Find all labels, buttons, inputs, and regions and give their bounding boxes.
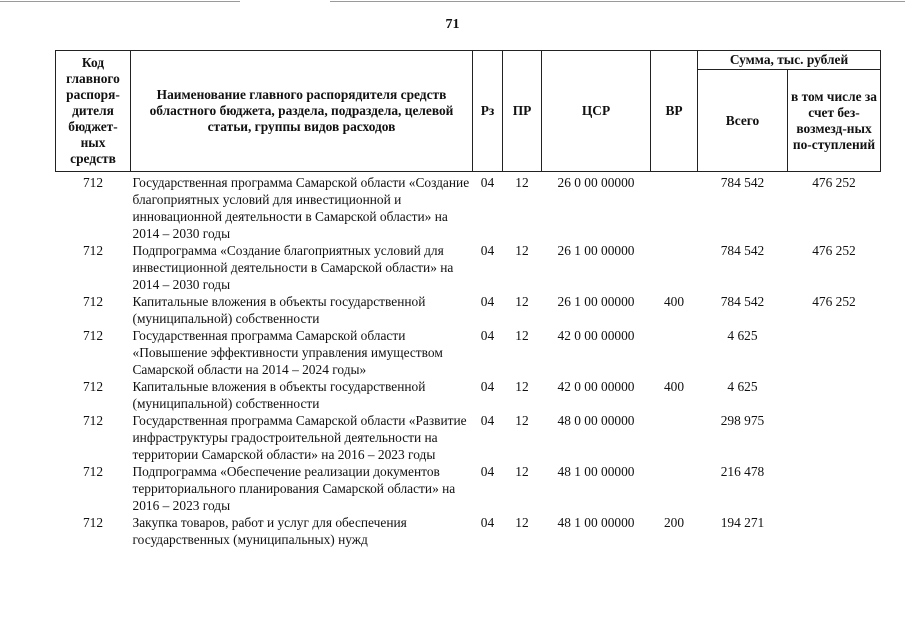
cell-vr: 400 [663, 294, 685, 309]
cell-vr: 200 [663, 515, 685, 530]
scan-edge-line [330, 1, 905, 2]
cell-csr: 26 1 00 00000 [557, 243, 635, 258]
cell-name: Государственная программа Самарской области «Повышение эффективности управления имуществом Самарской области на 2014 – 2024 годы» [132, 328, 443, 377]
cell-code: 712 [82, 413, 104, 428]
cell-code: 712 [82, 294, 104, 309]
cell-pr: 12 [515, 243, 529, 258]
cell-pr: 12 [515, 294, 529, 309]
cell-name: Закупка товаров, работ и услуг для обеспечения государственных (муниципальных) нужд [132, 515, 407, 547]
cell-rz: 04 [480, 515, 495, 530]
cell-code: 712 [82, 175, 104, 190]
cell-csr: 42 0 00 00000 [557, 328, 635, 343]
cell-total: 298 975 [720, 413, 765, 428]
scan-edge-line [0, 1, 240, 2]
cell-total: 4 625 [727, 328, 758, 343]
table-row [56, 412, 881, 463]
cell-vr [651, 327, 698, 378]
cell-code: 712 [82, 379, 104, 394]
header-name: Наименование главного распорядителя средств областного бюджета, раздела, подраздела, целевой статьи, группы видов расходов [131, 51, 473, 172]
cell-included: 476 252 [812, 175, 856, 190]
cell-total: 4 625 [727, 379, 758, 394]
budget-table [55, 50, 881, 548]
cell-name: Капитальные вложения в объекты государственной (муниципальной) собственности [132, 379, 426, 411]
cell-total: 784 542 [720, 175, 765, 190]
header-vr: ВР [651, 51, 698, 172]
header-total: Всего [698, 70, 788, 172]
cell-vr: 400 [663, 379, 685, 394]
table-row [56, 327, 881, 378]
cell-total: 194 271 [720, 515, 765, 530]
cell-included [788, 463, 881, 514]
header-included: в том числе за счет без-возмезд-ных по-ступлений [788, 70, 881, 172]
header-sum: Сумма, тыс. рублей [698, 51, 881, 70]
cell-vr [651, 412, 698, 463]
cell-pr: 12 [515, 379, 529, 394]
table-row [56, 242, 881, 293]
table-header [56, 51, 881, 172]
cell-rz: 04 [480, 175, 495, 190]
cell-csr: 48 1 00 00000 [557, 464, 635, 479]
cell-vr [651, 463, 698, 514]
cell-name: Государственная программа Самарской области «Создание благоприятных условий для инвестиционной и инновационной деятельности в Самарской области» на 2014 – 2030 годы [132, 175, 470, 241]
cell-pr: 12 [515, 175, 529, 190]
table-row [56, 293, 881, 327]
cell-total: 216 478 [720, 464, 765, 479]
header-rz: Рз [473, 51, 503, 172]
cell-included [788, 514, 881, 548]
cell-included: 476 252 [812, 243, 856, 258]
page-number: 71 [445, 17, 460, 32]
cell-total: 784 542 [720, 294, 765, 309]
table-row [56, 463, 881, 514]
cell-csr: 48 0 00 00000 [557, 413, 635, 428]
header-csr: ЦСР [542, 51, 651, 172]
cell-vr [651, 172, 698, 243]
cell-csr: 48 1 00 00000 [557, 515, 635, 530]
cell-vr [651, 242, 698, 293]
cell-included [788, 378, 881, 412]
cell-code: 712 [82, 515, 104, 530]
cell-name: Государственная программа Самарской области «Развитие инфраструктуры градостроительной деятельности на территории Самарской области» на 2016 – 2023 годы [132, 413, 467, 462]
table-row [56, 514, 881, 548]
cell-included [788, 412, 881, 463]
cell-included: 476 252 [812, 294, 856, 309]
cell-included [788, 327, 881, 378]
cell-total: 784 542 [720, 243, 765, 258]
cell-code: 712 [82, 243, 104, 258]
cell-name: Капитальные вложения в объекты государственной (муниципальной) собственности [132, 294, 426, 326]
table-body [56, 172, 881, 549]
cell-name: Подпрограмма «Обеспечение реализации документов территориального планирования Самарской области» на 2016 – 2023 годы [132, 464, 456, 513]
cell-rz: 04 [480, 413, 495, 428]
cell-csr: 42 0 00 00000 [557, 379, 635, 394]
header-code: Код главного распоря-дителя бюджет-ных средств [56, 51, 131, 172]
cell-name: Подпрограмма «Создание благоприятных условий для инвестиционной деятельности в Самарской области» на 2014 – 2030 годы [132, 243, 454, 292]
cell-code: 712 [82, 328, 104, 343]
cell-pr: 12 [515, 464, 529, 479]
cell-rz: 04 [480, 379, 495, 394]
table-row [56, 378, 881, 412]
cell-rz: 04 [480, 328, 495, 343]
cell-csr: 26 1 00 00000 [557, 294, 635, 309]
cell-rz: 04 [480, 464, 495, 479]
header-pr: ПР [503, 51, 542, 172]
cell-pr: 12 [515, 328, 529, 343]
cell-pr: 12 [515, 515, 529, 530]
table-row [56, 172, 881, 243]
cell-pr: 12 [515, 413, 529, 428]
cell-rz: 04 [480, 243, 495, 258]
cell-csr: 26 0 00 00000 [557, 175, 635, 190]
cell-rz: 04 [480, 294, 495, 309]
cell-code: 712 [82, 464, 104, 479]
